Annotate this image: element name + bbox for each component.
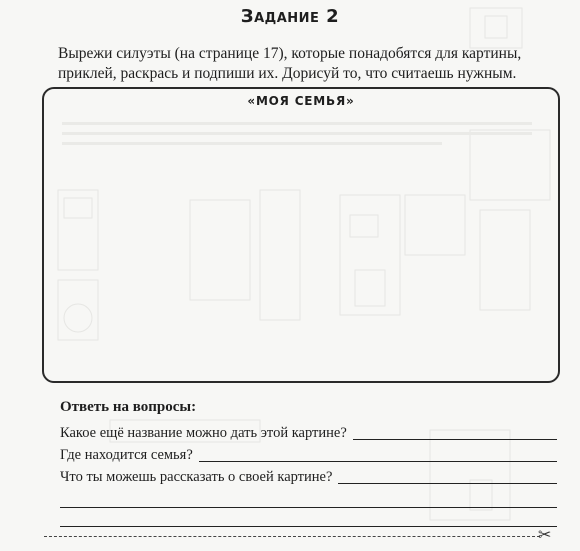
scissors-icon: ✂ <box>538 525 552 544</box>
question-row-3 <box>60 468 557 486</box>
question-text: Какое ещё название можно дать этой картине? <box>60 425 347 441</box>
answer-line[interactable] <box>199 447 557 462</box>
task-title: Задание 2 <box>240 6 340 27</box>
answer-line[interactable] <box>60 526 557 527</box>
drawing-area[interactable] <box>52 115 550 373</box>
drawing-frame <box>42 87 560 383</box>
question-text: Что ты можешь рассказать о своей картине? <box>60 469 333 485</box>
answer-line[interactable] <box>60 507 557 508</box>
cut-line <box>44 536 540 537</box>
questions-heading: Ответь на вопросы: <box>60 399 197 415</box>
answer-line[interactable] <box>338 469 557 484</box>
question-row-2 <box>60 446 557 464</box>
question-row-1 <box>60 424 557 442</box>
frame-title: «МОЯ СЕМЬЯ» <box>247 94 355 108</box>
question-text: Где находится семья? <box>60 447 193 463</box>
answer-line[interactable] <box>353 425 557 440</box>
task-instructions: Вырежи силуэты (на странице 17), которые понадобятся для картины, приклей, раскрась и подпиши их. Дорисуй то, что считаешь нужным. <box>58 45 522 82</box>
